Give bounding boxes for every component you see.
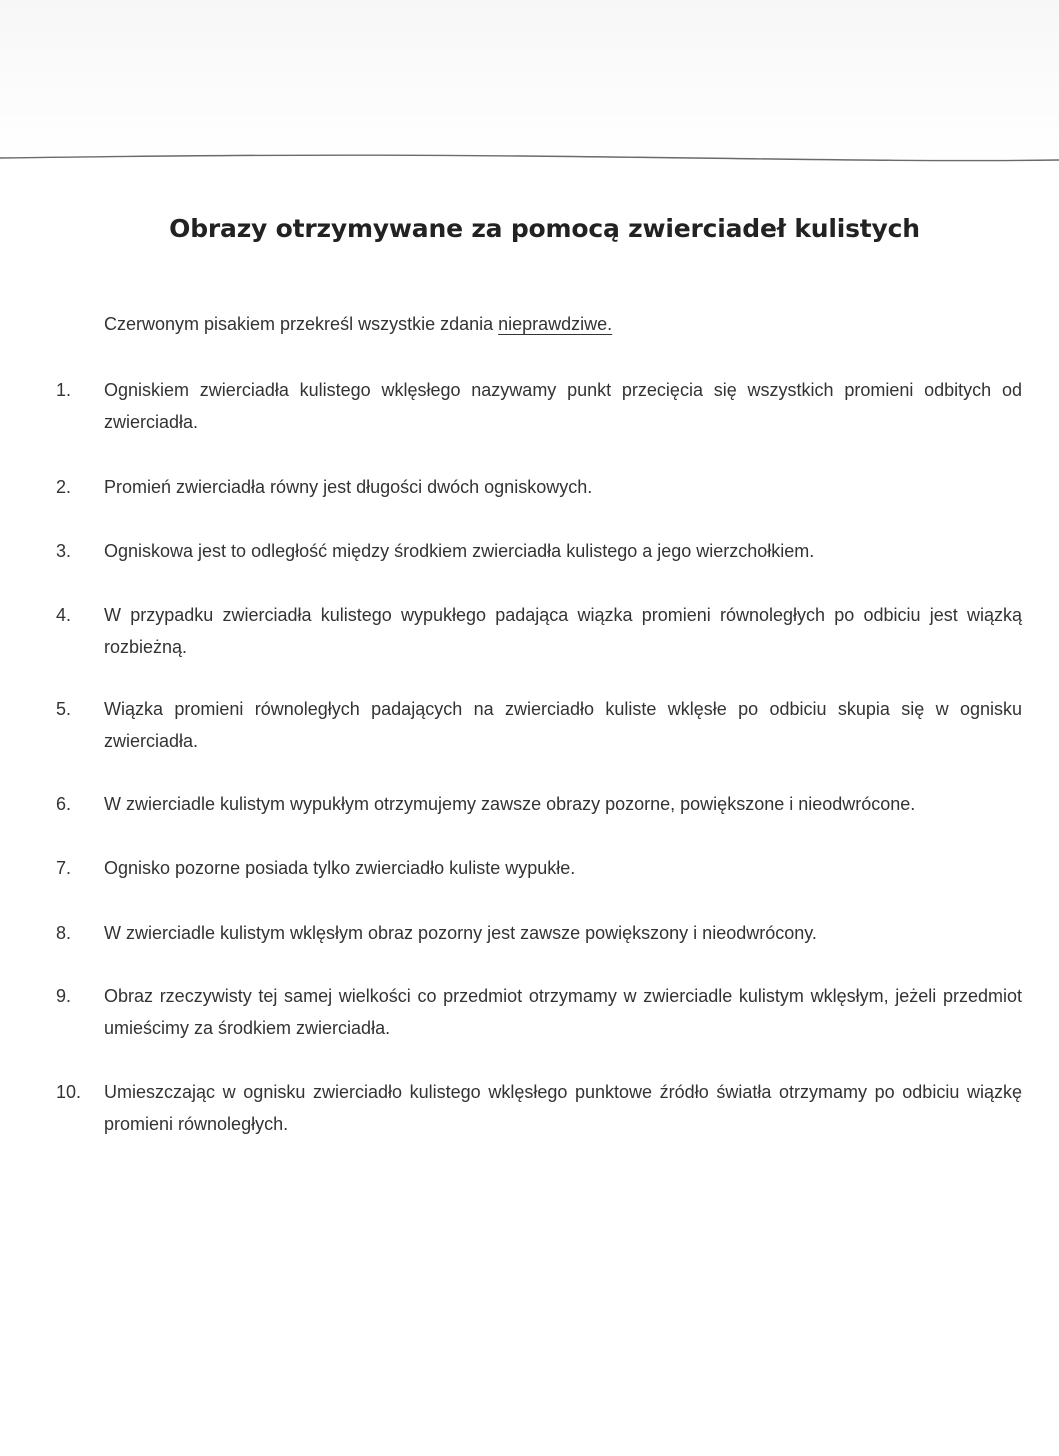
statement-number: 8. [56,923,72,943]
statement-number: 9. [56,986,72,1006]
statement-text: Promień zwierciadła równy jest długości dwóch ogniskowych. [104,477,593,497]
statement-number: 10. [56,1082,82,1102]
statement-number: 5. [56,699,72,719]
instruction-prefix: Czerwonym pisakiem przekreśl wszystkie zdania [104,314,499,334]
instruction-text [104,314,612,335]
statement-number: 1. [56,380,72,400]
paper-fold-line [0,148,1059,172]
statement-number: 4. [56,605,72,625]
statement-text: W zwierciadle kulistym wklęsłym obraz pozorny jest zawsze powiększony i nieodwrócony. [104,923,817,943]
statement-text: Obraz rzeczywisty tej samej wielkości co przedmiot otrzymamy w zwierciadle kulistym wklęsłym, jeżeli przedmiot umieścimy za środkiem zwierciadła. [104,986,1022,1038]
statement-text: Ognisko pozorne posiada tylko zwierciadło kuliste wypukłe. [104,858,576,878]
statement-text: Ogniskiem zwierciadła kulistego wklęsłego nazywamy punkt przecięcia się wszystkich promieni odbitych od zwierciadła. [104,380,1022,432]
statement-text: Ogniskowa jest to odległość między środkiem zwierciadła kulistego a jego wierzchołkiem. [104,541,815,561]
page-title: Obrazy otrzymywane za pomocą zwierciadeł kulistych [169,214,920,243]
statement-number: 7. [56,858,72,878]
statement-text: Wiązka promieni równoległych padających na zwierciadło kuliste wklęsłe po odbiciu skupia się w ognisku zwierciadła. [104,699,1022,751]
statement-number: 6. [56,794,72,814]
statement-text: Umieszczając w ognisku zwierciadło kulistego wklęsłego punktowe źródło światła otrzymamy po odbiciu wiązkę promieni równoległych. [104,1082,1022,1134]
statement-text: W przypadku zwierciadła kulistego wypukłego padająca wiązka promieni równoległych po odbiciu jest wiązką rozbieżną. [104,605,1022,657]
statement-number: 2. [56,477,72,497]
statement-number: 3. [56,541,72,561]
statement-text: W zwierciadle kulistym wypukłym otrzymujemy zawsze obrazy pozorne, powiększone i nieodwrócone. [104,794,916,814]
instruction-underlined-word: nieprawdziwe. [498,314,613,334]
scan-shadow [0,0,1059,165]
